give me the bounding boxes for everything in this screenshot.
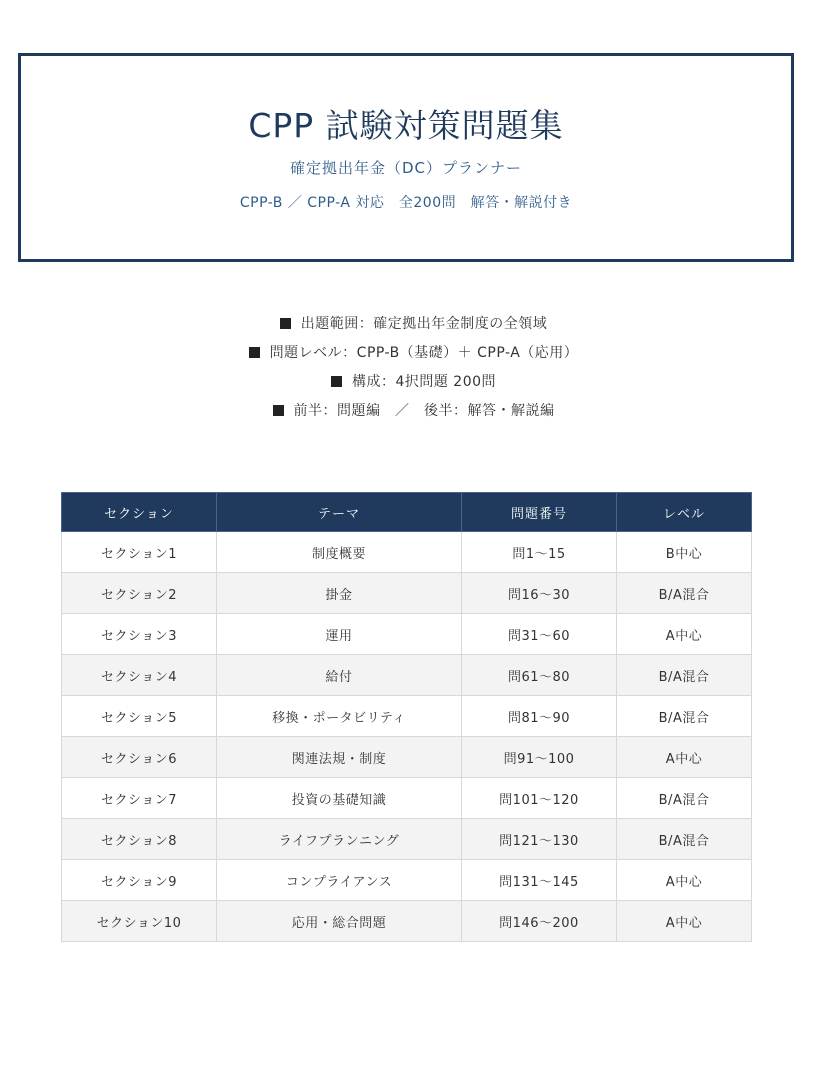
table-row (62, 819, 752, 860)
column-header-level: レベル (617, 493, 752, 532)
square-bullet-icon (280, 318, 291, 329)
cell-theme: 関連法規・制度 (217, 737, 462, 778)
cell-theme: 移換・ポータビリティ (217, 696, 462, 737)
table-row (62, 614, 752, 655)
cell-section: セクション3 (62, 614, 217, 655)
cell-theme: 掛金 (217, 573, 462, 614)
document-title: CPP 試験対策問題集 (248, 106, 564, 145)
cell-question-range: 問101〜120 (462, 778, 617, 819)
cell-section: セクション8 (62, 819, 217, 860)
cell-level: B/A混合 (617, 819, 752, 860)
cell-level: A中心 (617, 614, 752, 655)
table-row (62, 778, 752, 819)
cell-section: セクション2 (62, 573, 217, 614)
cell-level: A中心 (617, 860, 752, 901)
info-item (0, 339, 827, 368)
info-item (0, 397, 827, 426)
info-item-text: 出題範囲：確定拠出年金制度の全領域 (300, 316, 548, 332)
cell-question-range: 問31〜60 (462, 614, 617, 655)
cell-section: セクション6 (62, 737, 217, 778)
square-bullet-icon (273, 405, 284, 416)
square-bullet-icon (249, 347, 260, 358)
cell-theme: 応用・総合問題 (217, 901, 462, 942)
cell-question-range: 問61〜80 (462, 655, 617, 696)
cell-question-range: 問146〜200 (462, 901, 617, 942)
cell-level: B/A混合 (617, 573, 752, 614)
cell-section: セクション10 (62, 901, 217, 942)
cell-section: セクション5 (62, 696, 217, 737)
column-header-question-range: 問題番号 (462, 493, 617, 532)
document-subtitle: 確定拠出年金（DC）プランナー (289, 159, 523, 177)
cell-level: B/A混合 (617, 655, 752, 696)
info-item-text: 前半：問題編 ／ 後半：解答・解説編 (293, 403, 555, 419)
table-header-row (62, 493, 752, 532)
cell-section: セクション7 (62, 778, 217, 819)
cell-theme: 投資の基礎知識 (217, 778, 462, 819)
cell-question-range: 問16〜30 (462, 573, 617, 614)
cell-level: B/A混合 (617, 696, 752, 737)
title-box (18, 53, 794, 262)
cell-theme: 運用 (217, 614, 462, 655)
table-row (62, 860, 752, 901)
square-bullet-icon (331, 376, 342, 387)
cell-section: セクション4 (62, 655, 217, 696)
table-row (62, 696, 752, 737)
cell-section: セクション1 (62, 532, 217, 573)
cell-level: A中心 (617, 901, 752, 942)
document-scope-line: CPP-B ／ CPP-A 対応 全200問 解答・解説付き (239, 195, 573, 211)
column-header-section: セクション (62, 493, 217, 532)
table-row (62, 737, 752, 778)
table-row (62, 573, 752, 614)
cell-theme: コンプライアンス (217, 860, 462, 901)
cell-question-range: 問131〜145 (462, 860, 617, 901)
cell-question-range: 問81〜90 (462, 696, 617, 737)
info-item-text: 問題レベル：CPP-B（基礎）＋ CPP-A（応用） (269, 345, 579, 361)
cell-level: B中心 (617, 532, 752, 573)
cell-question-range: 問121〜130 (462, 819, 617, 860)
column-header-theme: テーマ (217, 493, 462, 532)
table-row (62, 655, 752, 696)
cell-level: B/A混合 (617, 778, 752, 819)
cell-section: セクション9 (62, 860, 217, 901)
cell-question-range: 問1〜15 (462, 532, 617, 573)
cell-theme: 給付 (217, 655, 462, 696)
cell-question-range: 問91〜100 (462, 737, 617, 778)
info-item (0, 310, 827, 339)
cell-level: A中心 (617, 737, 752, 778)
info-list (0, 310, 827, 426)
table-row (62, 901, 752, 942)
info-item-text: 構成：4択問題 200問 (351, 374, 497, 390)
cell-theme: ライフプランニング (217, 819, 462, 860)
section-table (61, 492, 752, 942)
info-item (0, 368, 827, 397)
table-row (62, 532, 752, 573)
cell-theme: 制度概要 (217, 532, 462, 573)
